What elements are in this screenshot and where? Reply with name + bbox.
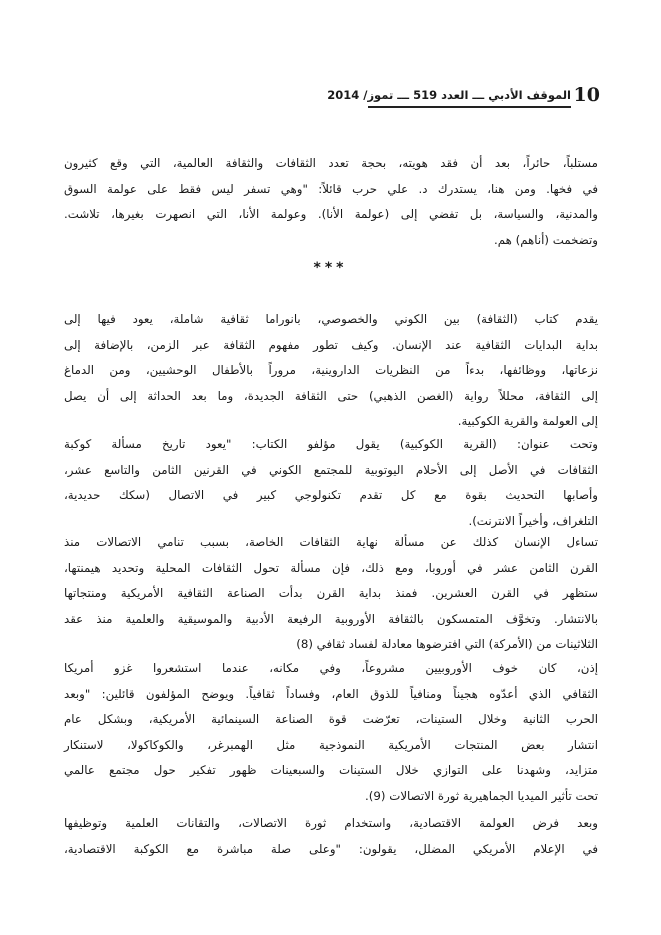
text-line: بالانتشار. وتخوَّف المتمسكون بالثقافة الأوروبية الرفيعة الأدبية والموسيقية والعلمية منذ عقد — [64, 611, 598, 626]
journal-issue-line: الموقف الأدبي ـــ العدد 519 ـــ تموز/ 2014 — [327, 88, 571, 102]
paragraph-1 — [64, 307, 598, 435]
text-line: إذن، كان خوف الأوروبيين مشروعاً، وفي مكانه، عندما استشعروا غزو أمريكا — [64, 661, 598, 675]
text-line: ستظهر في القرن العشرين. فمنذ بداية القرن بدأت الصناعة الثقافية الأمريكية ومنتجاتها — [64, 586, 598, 600]
text-line: إلى الثقافة، محللاً رواية (الغصن الذهبي) حتى الثقافة الجديدة، وما بعد الحداثة إلى أن يصل — [64, 388, 598, 403]
paragraph-4 — [64, 656, 598, 809]
text-line: الثلاثينات من (الأمركة) التي افترضوها معادلة لفساد ثقافي (8) — [296, 637, 598, 651]
text-line: بداية البدايات الثقافية عند الإنسان. وكيف تطور مفهوم الثقافة عبر الزمن، بالإضافة إلى — [64, 337, 598, 352]
text-line: القرن الثامن عشر في أوروبا، ومع ذلك، فإن مسألة تحول الثقافات المحلية وتحديد هيمنتها، — [64, 560, 598, 575]
text-line: وبعد فرض العولمة الاقتصادية، واستخدام ثورة الاتصالات، والتقانات العلمية وتوظيفها — [64, 816, 598, 830]
text-line: تساءل الإنسان كذلك عن مسألة نهاية الثقافات الخاصة، بسبب تنامي الاتصالات منذ — [64, 535, 598, 549]
text-line: مستلباً، حائراً، بعد أن فقد هويته، بحجة تعدد الثقافات والثقافة العالمية، التي وقع كثيرون — [64, 156, 598, 170]
page-number: 10 — [573, 84, 600, 106]
intro-paragraph — [64, 151, 598, 253]
text-line: الحرب الثانية وخلال الستينات، تعرّضت قوة الصناعة السينمائية الأمريكية، وبشكل عام — [64, 712, 598, 726]
section-separator: *** — [313, 260, 348, 276]
text-line: انتشار بعض المنتجات الأمريكية النموذجية مثل الهمبرغر، والكوكاكولا، لاستنكار — [64, 737, 598, 752]
running-header — [327, 82, 600, 108]
paragraph-5 — [64, 811, 598, 862]
text-line: تحت تأثير الميديا الجماهيرية ثورة الاتصالات (9). — [364, 788, 598, 803]
text-line: يقدم كتاب (الثقافة) بين الكوني والخصوصي، بانوراما ثقافية شاملة، يعود فيها إلى — [64, 312, 598, 326]
text-line: في الإعلام الأمريكي المضلل، يقولون: "وعلى صلة مباشرة مع الكوكبة الاقتصادية، — [64, 841, 598, 856]
text-line: التلغراف، وأخيراً الانترنت). — [468, 513, 598, 528]
text-line: متزايد، وشهدنا على التوازي خلال الستينات والسبعينات ظهور تفكير حول مجتمع عالمي — [64, 763, 598, 777]
text-line: في فخها. ومن هنا، يستدرك د. علي حرب قائلاً: "وهي تسفر ليس فقط على عولمة السوق — [64, 181, 598, 196]
text-line: الثقافي الذي أعدّوه هجيناً ومنافياً للذوق العام، وفساداً ثقافياً. ويوضح المؤلفون قائلين: "وبعد — [64, 686, 598, 701]
header-rule — [368, 106, 571, 108]
text-line: نزعاتها، ووظائفها، بدءاً من النظريات الداروينية، مروراً بالأطفال الوحشيين، ومن الدماغ — [64, 363, 598, 377]
text-line: إلى العولمة والقرية الكوكبية. — [457, 414, 598, 428]
text-line: وتضخمت (أناهم) هم. — [494, 232, 598, 247]
text-line: الثقافات في الأصل إلى الأحلام اليوتوبية للمجتمع الكوني في القرنين الثامن والتاسع عشر، — [64, 462, 598, 477]
paragraph-2 — [64, 432, 598, 534]
paragraph-3 — [64, 530, 598, 658]
text-line: وأصابها التحديث بقوة مع كل تقدم تكنولوجي كبير في الاتصال (سكك حديدية، — [64, 488, 598, 502]
text-line: والمدنية، والسياسة، بل تفضي إلى (عولمة الأنا). وعولمة الأنا، التي انصهرت بغيرها، تلاشت. — [64, 207, 598, 221]
text-line: وتحت عنوان: (القرية الكوكبية) يقول مؤلفو الكتاب: "يعود تاريخ مسألة كوكبة — [64, 437, 598, 451]
